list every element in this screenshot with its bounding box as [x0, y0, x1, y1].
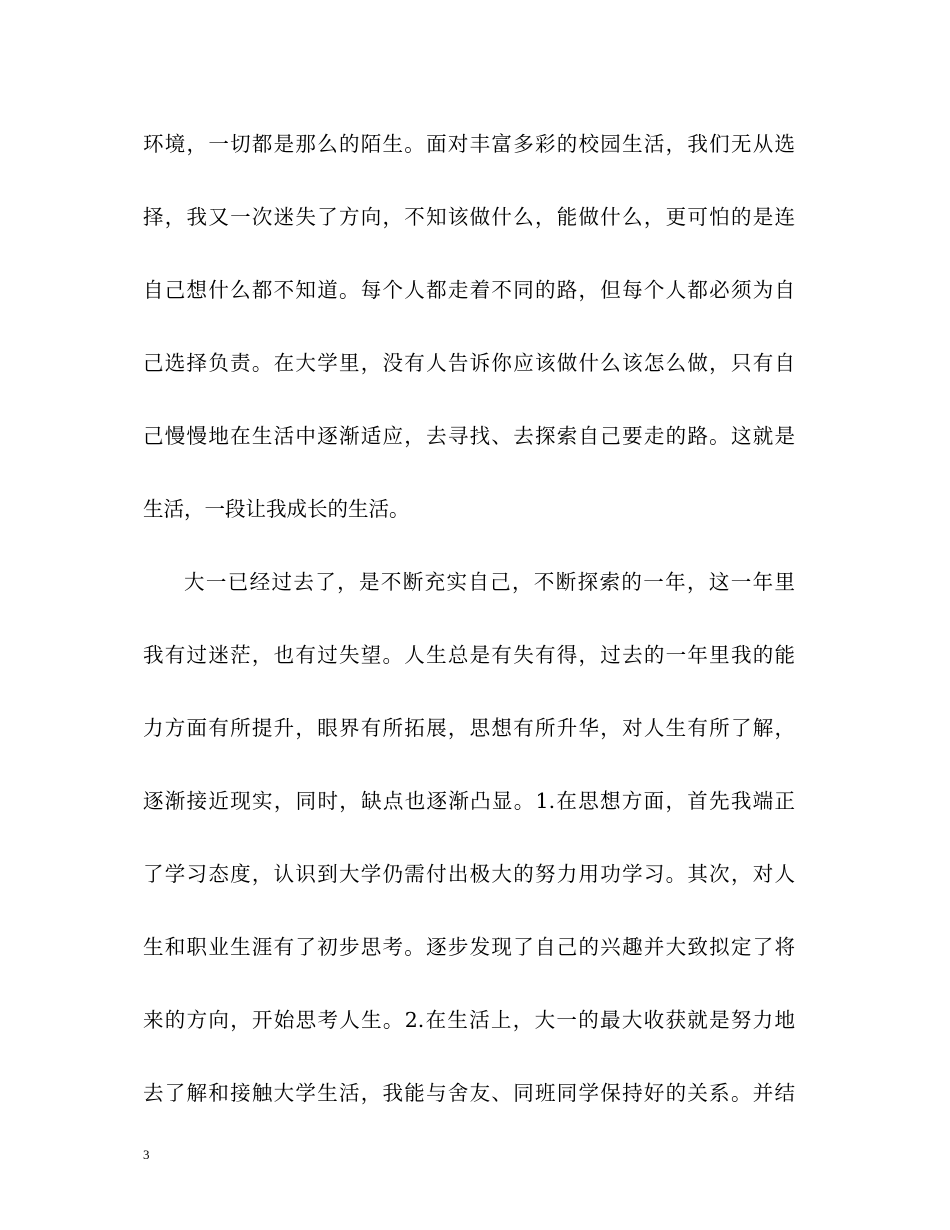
paragraph-line: 来的方向，开始思考人生。2.在生活上，大一的最大收获就是努力地 [143, 1008, 795, 1032]
page-number: 3 [143, 1147, 150, 1162]
paragraph-line: 我有过迷茫，也有过失望。人生总是有失有得，过去的一年里我的能 [143, 643, 795, 667]
paragraph-2 [143, 546, 795, 1130]
paragraph-line: 力方面有所提升，眼界有所拓展，思想有所升华，对人生有所了解， [143, 716, 795, 740]
paragraph-line: 去了解和接触大学生活，我能与舍友、同班同学保持好的关系。并结 [143, 1081, 795, 1105]
paragraph-line: 逐渐接近现实，同时，缺点也逐渐凸显。1.在思想方面，首先我端正 [143, 789, 795, 813]
paragraph-line: 生和职业生涯有了初步思考。逐步发现了自己的兴趣并大致拟定了将 [143, 935, 795, 959]
paragraph-line: 了学习态度，认识到大学仍需付出极大的努力用功学习。其次，对人 [143, 862, 795, 886]
paragraph-line: 择，我又一次迷失了方向，不知该做什么，能做什么，更可怕的是连 [143, 205, 795, 229]
paragraph-line: 生活，一段让我成长的生活。 [143, 497, 410, 521]
paragraph-line: 自己想什么都不知道。每个人都走着不同的路，但每个人都必须为自 [143, 278, 795, 302]
paragraph-line: 己选择负责。在大学里，没有人告诉你应该做什么该怎么做，只有自 [143, 351, 795, 375]
paragraph-line: 大一已经过去了，是不断充实自己，不断探索的一年，这一年里 [184, 570, 795, 594]
paragraph-line: 环境，一切都是那么的陌生。面对丰富多彩的校园生活，我们无从选 [143, 132, 795, 156]
paragraph-1 [143, 108, 795, 546]
paragraph-line: 己慢慢地在生活中逐渐适应，去寻找、去探索自己要走的路。这就是 [143, 424, 795, 448]
